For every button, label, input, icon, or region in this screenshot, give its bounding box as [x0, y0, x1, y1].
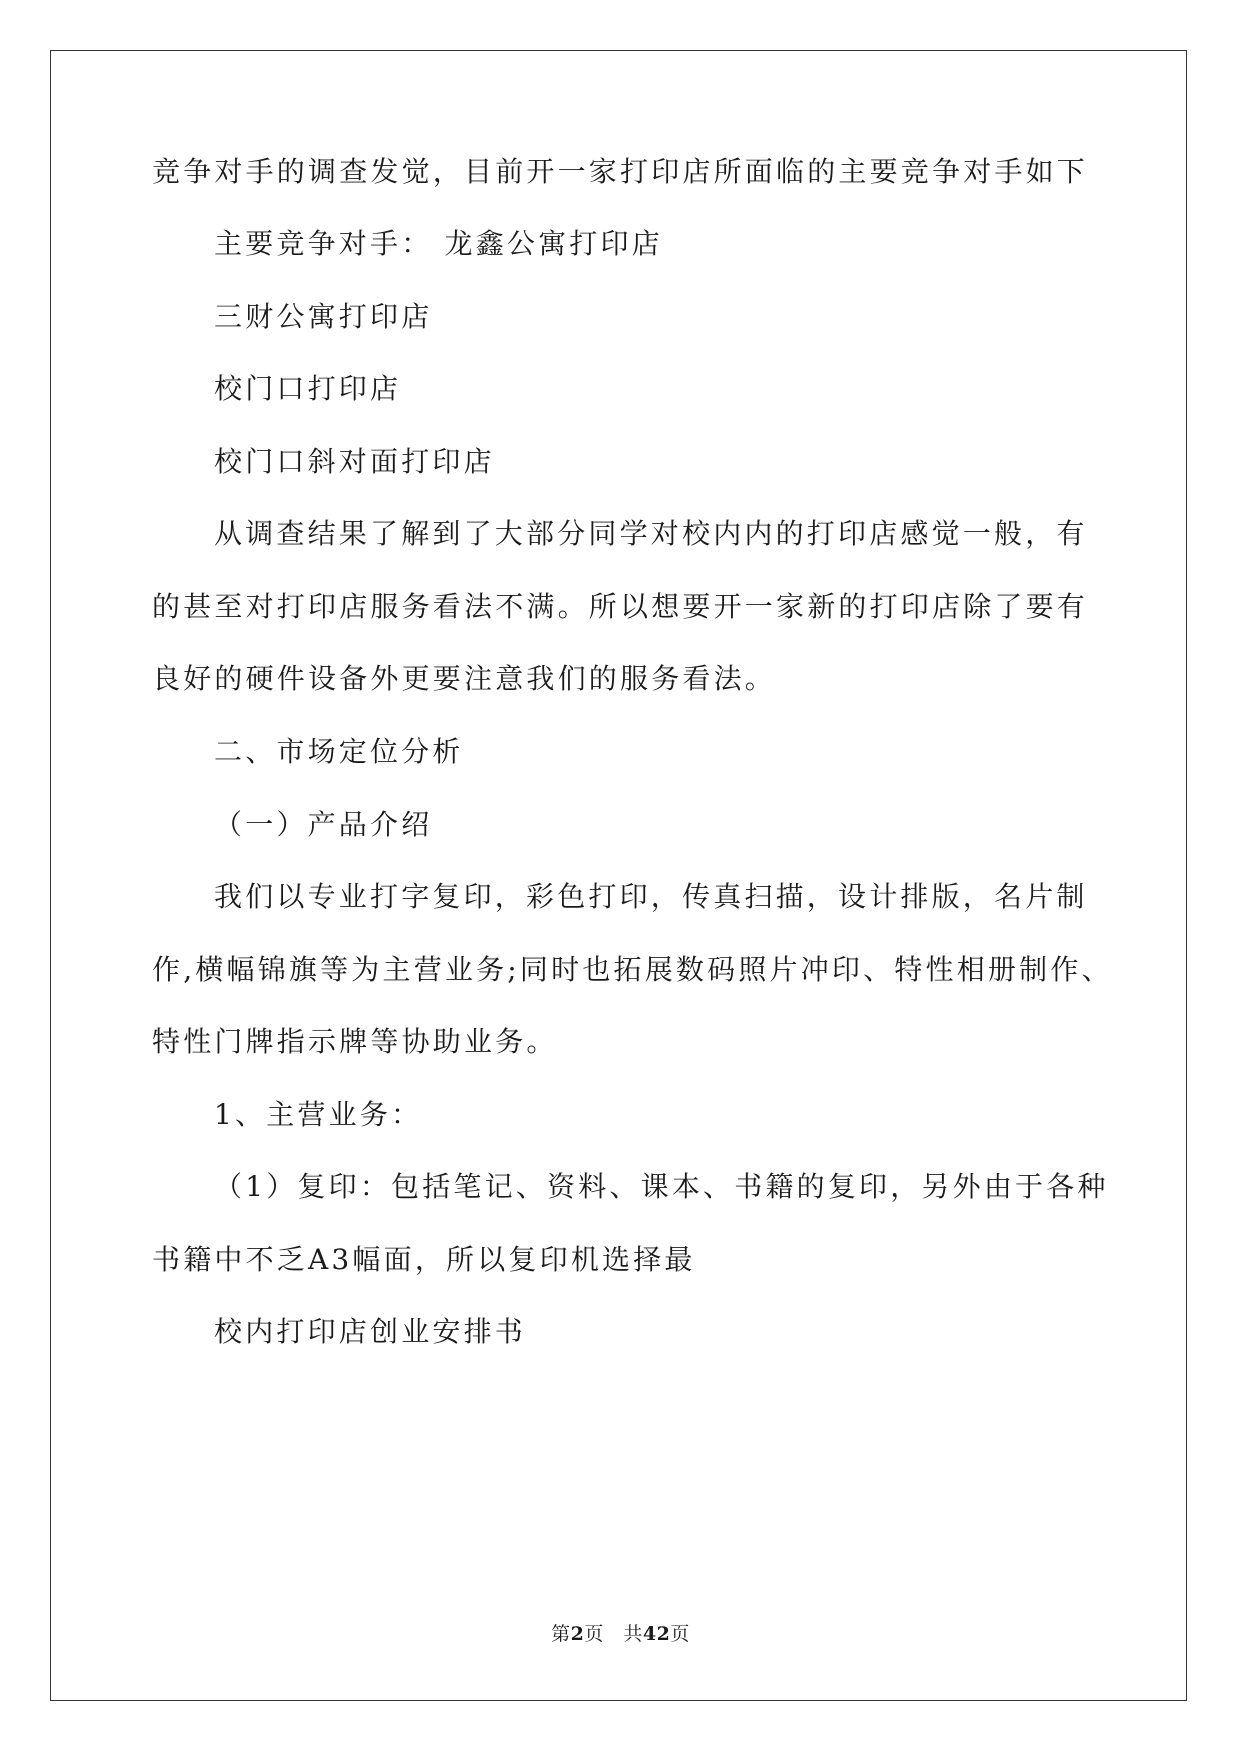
footer-suffix: 页	[670, 1623, 690, 1645]
text-line: 校门口打印店	[214, 372, 402, 405]
footer-prefix: 第	[551, 1623, 571, 1645]
current-page-number: 2	[570, 1623, 585, 1645]
text-line: 良好的硬件设备外更要注意我们的服务看法。	[152, 662, 777, 695]
text-line: 书籍中不乏A3幅面，所以复印机选择最	[152, 1243, 696, 1276]
footer-middle: 页 共	[584, 1623, 643, 1645]
text-line: 三财公寓打印店	[214, 300, 433, 333]
text-line: 的甚至对打印店服务看法不满。所以想要开一家新的打印店除了要有	[152, 590, 1089, 623]
text-line: （1）复印：包括笔记、资料、课本、书籍的复印，另外由于各种	[214, 1170, 1109, 1203]
text-line: 主要竞争对手： 龙鑫公寓打印店	[214, 227, 663, 260]
page-footer	[0, 1621, 1241, 1647]
text-line: 我们以专业打字复印，彩色打印，传真扫描，设计排版，名片制	[214, 880, 1088, 913]
text-line: 校内打印店创业安排书	[214, 1315, 527, 1348]
text-line: 竞争对手的调查发觉，目前开一家打印店所面临的主要竞争对手如下	[152, 155, 1089, 188]
subsection-heading: （一）产品介绍	[214, 808, 433, 841]
text-line: 校门口斜对面打印店	[214, 445, 495, 478]
text-line: 特性门牌指示牌等协助业务。	[152, 1025, 558, 1058]
list-heading: 1、主营业务：	[214, 1098, 423, 1131]
text-line: 作,横幅锦旗等为主营业务;同时也拓展数码照片冲印、特性相册制作、	[152, 953, 1113, 986]
text-line: 从调查结果了解到了大部分同学对校内内的打印店感觉一般，有	[214, 517, 1088, 550]
total-page-count: 42	[642, 1623, 671, 1645]
section-heading: 二、市场定位分析	[214, 735, 464, 768]
